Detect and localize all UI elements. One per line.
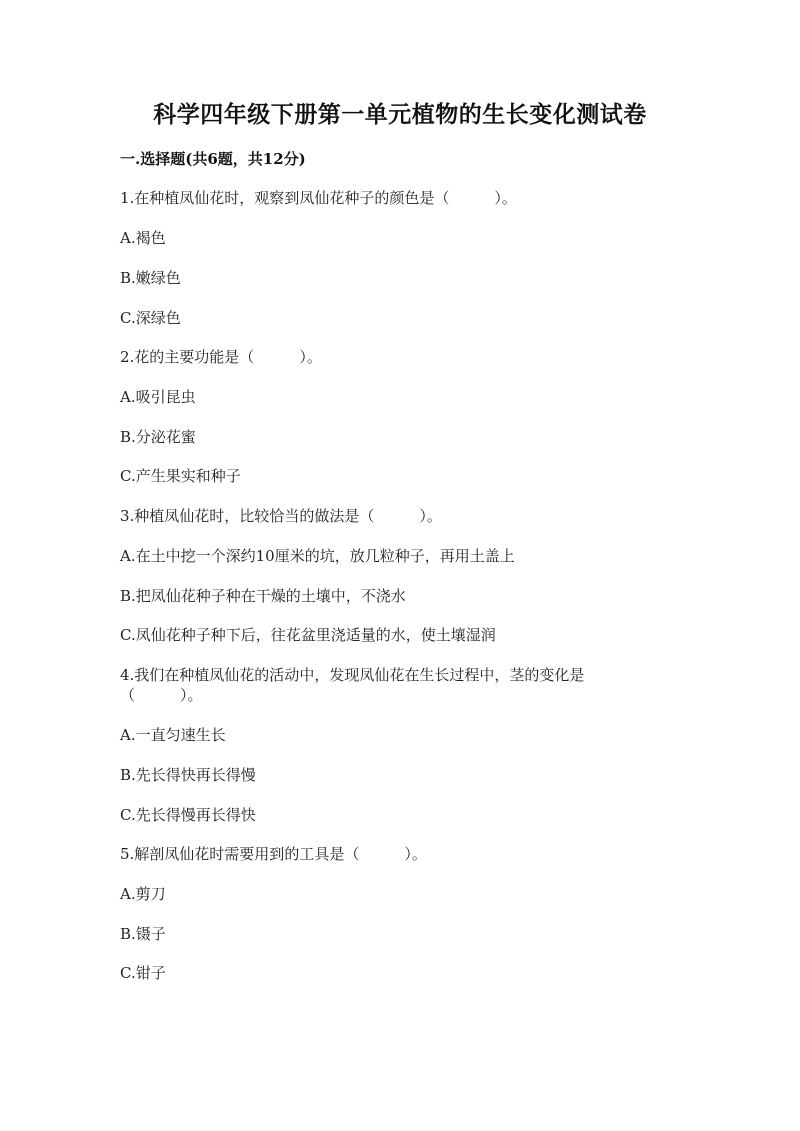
question-2-stem: 2.花的主要功能是（ ）。 [120,348,322,366]
question-4-option-c[interactable]: C.先长得慢再长得快 [120,806,256,824]
question-3-option-a[interactable]: A.在土中挖一个深约10厘米的坑，放几粒种子，再用土盖上 [120,547,515,565]
page-title: 科学四年级下册第一单元植物的生长变化测试卷 [153,101,647,128]
question-2-option-b[interactable]: B.分泌花蜜 [120,428,196,446]
question-2-option-c[interactable]: C.产生果实和种子 [120,467,241,485]
question-5-stem: 5.解剖凤仙花时需要用到的工具是（ ）。 [120,845,427,863]
question-3-option-b[interactable]: B.把凤仙花种子种在干燥的土壤中，不浇水 [120,587,406,605]
question-3-option-c[interactable]: C.凤仙花种子种下后，往花盆里浇适量的水，使土壤湿润 [120,626,496,644]
section-heading: 一.选择题(共6题，共12分) [120,150,306,168]
question-4-option-b[interactable]: B.先长得快再长得慢 [120,766,256,784]
question-1-option-b[interactable]: B.嫩绿色 [120,269,181,287]
question-5-option-c[interactable]: C.钳子 [120,964,166,982]
question-5-option-b[interactable]: B.镊子 [120,925,166,943]
question-4-stem: 4.我们在种植凤仙花的活动中，发现凤仙花在生长过程中，茎的变化是（ ）。 [120,666,585,704]
question-2-option-a[interactable]: A.吸引昆虫 [120,388,196,406]
question-1-option-c[interactable]: C.深绿色 [120,309,181,327]
question-1-option-a[interactable]: A.褐色 [120,229,166,247]
question-5-option-a[interactable]: A.剪刀 [120,885,166,903]
question-1-stem: 1.在种植凤仙花时，观察到凤仙花种子的颜色是（ ）。 [120,189,517,207]
question-3-stem: 3.种植凤仙花时，比较恰当的做法是（ ）。 [120,507,442,525]
question-4-option-a[interactable]: A.一直匀速生长 [120,726,226,744]
